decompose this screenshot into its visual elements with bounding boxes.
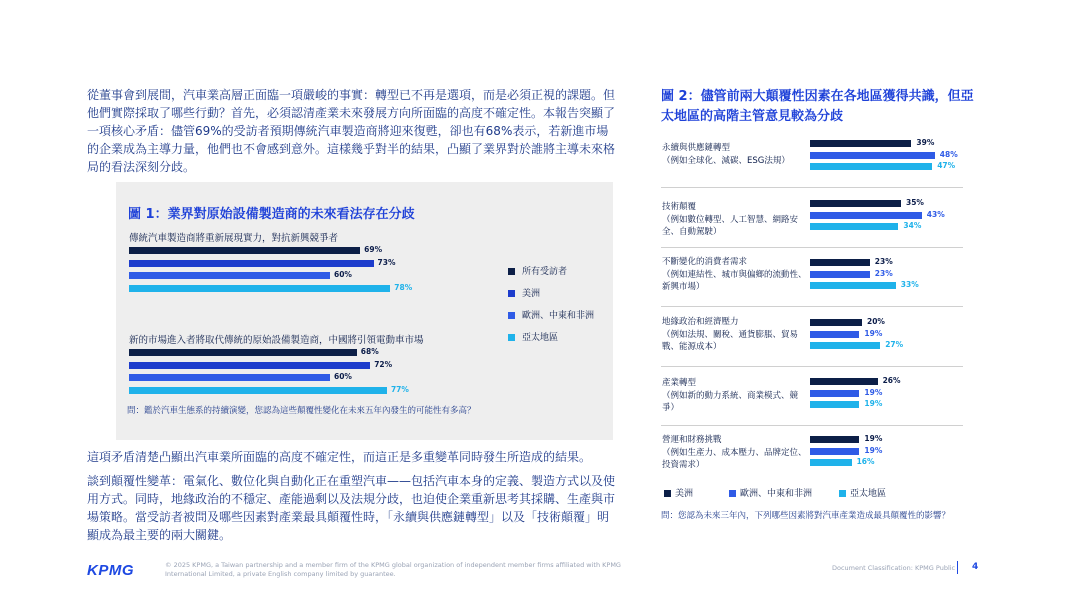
figure1-title: 圖 1：業界對原始設備製造商的未來看法存在分歧	[128, 207, 415, 222]
figure2-category-label: 營運和財務挑戰 （例如生產力、成本壓力、品牌定位、投資需求）	[662, 435, 807, 470]
figure1-bar-value: 78%	[394, 282, 413, 292]
figure2-bar-value: 23%	[874, 268, 893, 278]
legend-label: 歐洲、中東和非洲	[740, 489, 813, 499]
figure1-category-1-label: 傳統汽車製造商將重新展現實力，對抗新興競爭者	[129, 233, 339, 244]
figure2-bar-value: 27%	[885, 340, 904, 349]
middle-paragraph-2: 談到顛覆性變革：電氣化、數位化與自動化正在重塑汽車——包括汽車本身的定義、製造方式以及使用方式。同時，地緣政治的不穩定、產能過剩以及法規分歧，也迫使企業重新思考其採購、生產與市場策略。當受訪者被問及哪些因素對產業最具顛覆性時，「永續與供應鏈轉型」以及「技術顛覆」明顯成為最主要的兩大關鍵。	[87, 474, 616, 542]
figure2-bar	[810, 342, 880, 349]
figure2-bar-value: 20%	[867, 317, 885, 326]
figure2-bar-value: 35%	[906, 198, 924, 207]
figure2-bar	[810, 163, 932, 170]
figure2-bar	[810, 319, 862, 326]
kpmg-logo-text: KPMG	[87, 562, 134, 579]
figure2-bar	[810, 200, 901, 207]
figure1-bar-value: 73%	[377, 257, 396, 267]
legend-swatch	[664, 490, 671, 497]
legend-label: 所有受訪者	[522, 267, 568, 277]
middle-paragraph-1: 這項矛盾清楚凸顯出汽車業所面臨的高度不確定性，而這正是多重變革同時發生所造成的結果。	[87, 450, 592, 464]
figure2-bar	[810, 401, 859, 408]
figure2-category-label: 技術顛覆 （例如數位轉型、人工智慧、網路安全、自動駕駛）	[662, 202, 799, 237]
figure2-question: 問：您認為未來三年內，下列哪些因素將對汽車產業造成最具顛覆性的影響？	[661, 511, 951, 521]
legend-label: 美洲	[522, 289, 541, 299]
figure2-bar-value: 33%	[900, 280, 919, 289]
figure1-question: 問：鑑於汽車生態系的持續演變，您認為這些顛覆性變化在未來五年內發生的可能性有多高？	[127, 406, 476, 416]
legend-label: 亞太地區	[522, 333, 559, 343]
figure2-legend-item	[729, 486, 812, 499]
figure2-bar	[810, 282, 896, 289]
footer-classification: Document Classification: KPMG Public	[832, 564, 956, 572]
figure2-bar	[810, 152, 935, 159]
kpmg-logo	[87, 562, 134, 579]
figure2-legend-item	[664, 486, 693, 499]
figure2-bar	[810, 212, 922, 219]
figure2-bar-value: 47%	[937, 161, 956, 170]
figure2-bar-value: 19%	[864, 434, 883, 443]
legend-label: 歐洲、中東和非洲	[522, 311, 595, 321]
figure2-bar-value: 19%	[864, 399, 883, 408]
figure2-row-divider	[661, 366, 963, 367]
page-number: 4	[972, 562, 979, 572]
legend-label: 亞太地區	[850, 489, 887, 499]
figure2-bar	[810, 259, 870, 266]
figure2-row-divider	[661, 187, 963, 188]
figure2-row-divider	[661, 247, 963, 248]
figure2-row-divider	[661, 306, 963, 307]
figure2-bar	[810, 448, 859, 455]
figure2-bar-value: 48%	[939, 149, 958, 159]
figure2-bar	[810, 378, 878, 385]
figure1-bar-value: 72%	[374, 359, 393, 369]
figure2-bar-value: 19%	[864, 445, 883, 455]
figure1-bar-value: 77%	[390, 384, 409, 394]
figure1-bar-value: 60%	[334, 372, 352, 381]
legend-swatch	[839, 490, 846, 497]
footer-legal: © 2025 KPMG, a Taiwan partnership and a member firm of the KPMG global organization of independent member firms affiliated with KPMG International Limited, a private English company limited by guarantee.	[165, 561, 621, 578]
figure2-bar	[810, 331, 859, 338]
figure2-bar-value: 19%	[864, 328, 883, 338]
figure2-category-label: 不斷變化的消費者需求 （例如連結性、城市與偏鄉的流動性、新興市場）	[662, 257, 807, 292]
figure2-bar	[810, 436, 859, 443]
figure2-bar-value: 19%	[864, 387, 883, 397]
figure2-title: 圖 2：儘管前兩大顛覆性因素在各地區獲得共識，但亞太地區的高階主管意見較為分歧	[661, 89, 974, 124]
figure2-bar-value: 39%	[916, 138, 935, 147]
figure2-bar	[810, 459, 852, 466]
figure2-bar-value: 23%	[874, 257, 893, 266]
intro-paragraph: 從董事會到展間，汽車業高層正面臨一項嚴峻的事實：轉型已不再是選項，而是必須正視的課題。但他們實際採取了哪些行動？首先，必須認清產業未來發展方向所面臨的高度不確定性。本報告突顯了一項核心矛盾：儘管69%的受訪者預期傳統汽車製造商將迎來復甦，卻也有68%表示，若新進市場的企業成為主導力量，他們也不會感到意外。這樣幾乎對半的結果，凸顯了業界對於誰將主導未來格局的看法深刻分歧。	[87, 88, 616, 174]
figure1-category-2-label: 新的市場進入者將取代傳統的原始設備製造商，中國將引領電動車市場	[129, 335, 424, 346]
legend-label: 美洲	[675, 489, 694, 499]
figure2-legend-item	[839, 486, 886, 499]
figure2-bar-value: 43%	[926, 209, 945, 219]
figure2-bar-value: 26%	[882, 376, 901, 385]
figure2-row-divider	[661, 425, 963, 426]
figure2-bar	[810, 390, 859, 397]
figure1-bar-value: 69%	[364, 245, 383, 254]
figure2-bar	[810, 140, 911, 147]
figure2-category-label: 地緣政治和經濟壓力 （例如法規、關稅、通貨膨脹、貿易戰、能源成本）	[662, 317, 799, 352]
figure2-category-label: 永續與供應鏈轉型 （例如全球化、減碳、ESG法規）	[662, 143, 790, 166]
footer-divider	[957, 561, 958, 574]
figure2-category-label: 產業轉型 （例如新的動力系統、商業模式、競爭）	[662, 378, 799, 413]
figure1-bar-value: 60%	[334, 270, 352, 279]
figure1-bar-value: 68%	[360, 347, 379, 356]
figure2-bar	[810, 223, 898, 230]
legend-swatch	[729, 490, 736, 497]
figure2-bar-value: 34%	[903, 221, 922, 230]
figure2-bar	[810, 271, 870, 278]
figure2-bar-value: 16%	[856, 457, 875, 466]
